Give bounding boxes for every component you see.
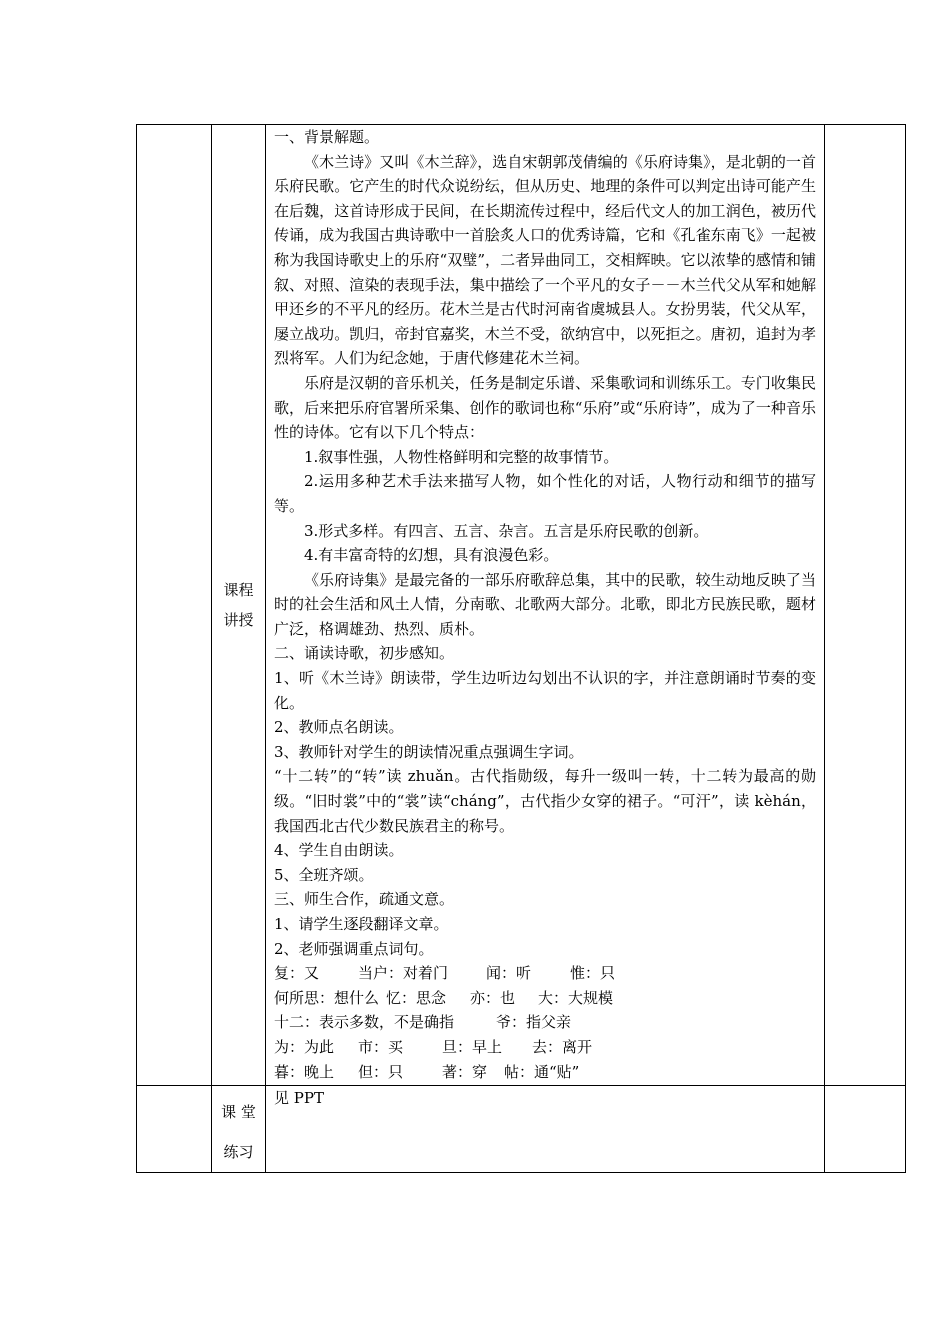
lecture-paragraph: 2、老师强调重点词句。: [274, 939, 434, 958]
vocab-row: [274, 1060, 816, 1085]
lecture-paragraph: 1.叙事性强，人物性格鲜明和完整的故事情节。: [304, 447, 619, 466]
vocab-item: 暮：晚上: [274, 1062, 335, 1081]
vocab-item: 十二：表示多数，不是确指: [274, 1013, 455, 1032]
lesson-plan-table: [136, 124, 906, 1173]
practice-label-cell: [212, 1086, 266, 1173]
vocab-item: 为：为此: [274, 1037, 335, 1056]
vocab-row: [274, 1010, 816, 1035]
lecture-paragraph: 二、诵读诗歌，初步感知。: [274, 644, 455, 663]
lecture-paragraph: 《木兰诗》又叫《木兰辞》，选自宋朝郭茂倩编的《乐府诗集》，是北朝的一首乐府民歌。它产生的时代众说纷纭，但从历史、地理的条件可以判定出诗可能产生在后魏，这首诗形成于民间，在长期流传过程中，经后代文人的加工润色，被历代传诵，成为我国古典诗歌中一首脍炙人口的优秀诗篇，它和《孔雀东南飞》一起被称为我国诗歌史上的乐府“双璧”，二者异曲同工，交相辉映。它以浓挚的感情和铺叙、对照、渲染的表现手法，集中描绘了一个平凡的女子－－木兰代父从军和她解甲还乡的不平凡的经历。花木兰是古代时河南省虞城县人。女扮男装，代父从军，屡立战功。凯归，帝封官嘉奖，木兰不受，欲纳宫中，以死拒之。唐初，追封为孝烈将军。人们为纪念她，于唐代修建花木兰祠。: [274, 152, 816, 368]
lecture-paragraph: 4.有丰富奇特的幻想，具有浪漫色彩。: [304, 546, 559, 565]
lecture-paragraph: 3、教师针对学生的朗读情况重点强调生字词。: [274, 742, 584, 761]
lecture-paragraph: 4、学生自由朗读。: [274, 841, 404, 860]
vocab-item: 复：又: [274, 964, 320, 983]
lecture-paragraph: 1、请学生逐段翻译文章。: [274, 915, 449, 933]
lecture-label-cell: [212, 125, 266, 1086]
vocab-item: 忆：思念: [386, 988, 447, 1007]
lecture-paragraph: 2.运用多种艺术手法来描写人物，如个性化的对话，人物行动和细节的描写等。: [274, 472, 816, 515]
lecture-paragraph: 《乐府诗集》是最完备的一部乐府歌辞总集，其中的民歌，较生动地反映了当时的社会生活和风土人情，分南歌、北歌两大部分。北歌，即北方民族民歌，题材广泛，格调雄劲、热烈、质朴。: [274, 570, 816, 638]
blank-right-cell: [825, 125, 906, 1086]
lecture-paragraph: 乐府是汉朝的音乐机关，任务是制定乐谱、采集歌词和训练乐工。专门收集民歌，后来把乐府官署所采集、创作的歌词也称“乐府”或“乐府诗”，成为了一种音乐性的诗体。它有以下几个特点：: [274, 373, 816, 442]
lecture-paragraph: 5、全班齐颂。: [274, 865, 374, 884]
vocab-item: 著：穿: [442, 1062, 488, 1081]
practice-text: 见 PPT: [274, 1089, 324, 1108]
lecture-paragraph: 3.形式多样。有四言、五言、杂言。五言是乐府民歌的创新。: [304, 521, 709, 540]
vocab-item: 旦：早上: [442, 1037, 503, 1056]
lecture-paragraph: 三、师生合作，疏通文意。: [274, 890, 455, 909]
vocab-item: 但：只: [358, 1062, 404, 1081]
lecture-paragraph: 1、听《木兰诗》朗读带，学生边听边勾划出不认识的字，并注意朗诵时节奏的变化。: [274, 669, 816, 712]
blank-left-cell: [137, 125, 212, 1086]
blank-right-cell: [825, 1086, 906, 1173]
vocab-item: 去：离开: [532, 1037, 593, 1056]
vocab-item: 闻：听: [486, 964, 532, 983]
practice-row: [137, 1086, 906, 1173]
lecture-label-line2: 讲授: [223, 611, 254, 630]
practice-label-line1: 课 堂: [221, 1103, 256, 1122]
vocab-item: 何所思：想什么: [274, 988, 380, 1007]
lecture-paragraph: “十二转”的“转”读 zhuǎn。古代指勋级，每升一级叫一转，十二转为最高的勋级。“旧时裳”中的“裳”读“cháng”，古代指少女穿的裙子。“可汗”，读 kèhán，我国西北古代少数民族君主的称号。: [274, 767, 816, 835]
lecture-row: [137, 125, 906, 1086]
lecture-paragraph: 一、背景解题。: [274, 128, 380, 146]
vocab-item: 当户：对着门: [358, 964, 449, 983]
vocab-row: [274, 961, 816, 986]
vocab-item: 惟：只: [570, 964, 616, 983]
vocab-item: 爷：指父亲: [496, 1013, 572, 1032]
vocab-row: [274, 1035, 816, 1060]
vocab-item: 帖：通“贴”: [504, 1062, 580, 1081]
lecture-paragraphs: [274, 125, 816, 961]
vocab-list: [274, 961, 816, 1085]
vocab-row: [274, 986, 816, 1011]
lecture-content-cell: [266, 125, 825, 1086]
blank-left-cell: [137, 1086, 212, 1173]
vocab-item: 亦：也: [470, 988, 516, 1007]
lecture-label-line1: 课程: [223, 581, 254, 600]
vocab-item: 市：买: [358, 1037, 404, 1056]
vocab-item: 大：大规模: [538, 988, 614, 1007]
practice-label-line2: 练习: [223, 1143, 254, 1162]
practice-content-cell: [266, 1086, 825, 1173]
lecture-paragraph: 2、教师点名朗读。: [274, 718, 404, 737]
